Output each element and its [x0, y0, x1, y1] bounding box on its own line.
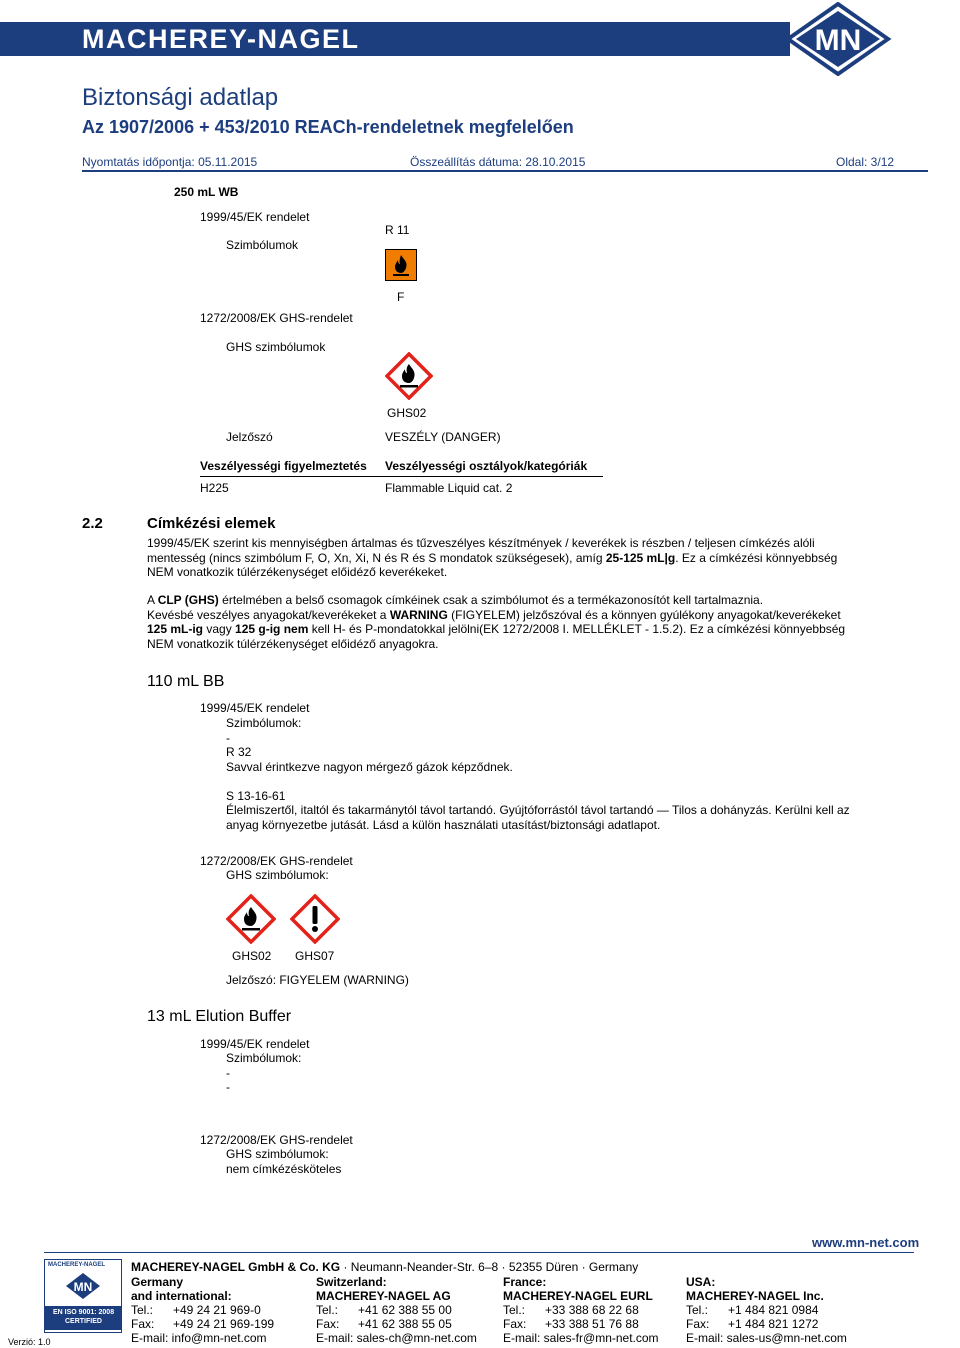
section-number: 2.2: [82, 515, 103, 532]
section-paragraph-1: 1999/45/EK szerint kis mennyiségben ártalmas és tűzveszélyes készítmények / keverékek is részben / teljesen címkézés alóli mentesség (nincs szimbólum F, O, Xn, Xi, N és R és S mondatok szükségesek), amíg 25-125 mL|g. Ez a címkézési könnyebbség NEM vonatkozik túlérzékenységet előidéző keverékeket.: [147, 536, 838, 579]
print-date: Nyomtatás időpontja: 05.11.2015: [82, 155, 258, 169]
footer-company-line: MACHEREY-NAGEL GmbH & Co. KG · Neumann-Neander-Str. 6–8 · 52355 Düren · Germany: [131, 1260, 639, 1274]
bb-r-text: Savval érintkezve nagyon mérgező gázok képződnek.: [226, 760, 513, 774]
bb-signal: Jelzőszó: FIGYELEM (WARNING): [226, 973, 409, 987]
wb-ghs-symbols-label: GHS szimbólumok: [226, 340, 326, 354]
section-title: Címkézési elemek: [147, 515, 276, 532]
footer-contact-switzerland: Switzerland: MACHEREY-NAGEL AG Tel.: +41 62 388 55 00 Fax: +41 62 388 55 05 E-mail: sales-ch@mn-net.com: [316, 1275, 477, 1345]
footer-contact-usa: USA: MACHEREY-NAGEL Inc. Tel.: +1 484 821 0984 Fax: +1 484 821 1272 E-mail: sales-us@mn-net.com: [686, 1275, 847, 1345]
eb-ghs-value: nem címkézésköteles: [226, 1162, 342, 1176]
wb-reg1999: 1999/45/EK rendelet: [200, 210, 310, 224]
bb-ghs-symbols-label: GHS szimbólumok:: [226, 868, 329, 882]
wb-signal-label: Jelzőszó: [226, 430, 273, 444]
page-subtitle: Az 1907/2006 + 453/2010 REACh-rendeletnek megfelelően: [82, 117, 574, 137]
bb-reg1999: 1999/45/EK rendelet: [200, 701, 310, 715]
eb-heading: 13 mL Elution Buffer: [147, 1008, 292, 1025]
bb-s-text-2: anyag környezetbe jutását. Lásd a külön használati utasítást/biztonsági adatlapot.: [226, 818, 661, 832]
bb-heading: 110 mL BB: [147, 673, 225, 690]
wb-signal-value: VESZÉLY (DANGER): [385, 430, 501, 444]
wb-h-code: H225: [200, 481, 229, 495]
page-title: Biztonsági adatlap: [82, 84, 279, 111]
flame-hazard-icon: [385, 249, 417, 281]
ghs02-flame-icon: [226, 894, 276, 944]
eb-reg1272: 1272/2008/EK GHS-rendelet: [200, 1133, 353, 1147]
eb-symbols-label: Szimbólumok:: [226, 1051, 302, 1065]
eb-dash-1: -: [226, 1066, 230, 1080]
brand-name: MACHEREY-NAGEL: [82, 24, 360, 54]
ghs02-flame-icon: [385, 352, 433, 400]
wb-ghs-code: GHS02: [387, 406, 427, 420]
footer-contact-france: France: MACHEREY-NAGEL EURL Tel.: +33 388 68 22 68 Fax: +33 388 51 76 88 E-mail: sales-fr@mn-net.com: [503, 1275, 659, 1345]
eb-reg1999: 1999/45/EK rendelet: [200, 1037, 310, 1051]
bb-s-text-1: Élelmiszertől, italtól és takarmánytól távol tartandó. Gyújtóforrástól távol tartandó — Tilos a dohányzás. Kerülni kell az: [226, 803, 850, 817]
wb-col2-header: Veszélyességi osztályok/kategóriák: [385, 459, 588, 473]
wb-heading: 250 mL WB: [174, 185, 239, 199]
compile-date: Összeállítás dátuma: 28.10.2015: [410, 155, 586, 169]
wb-symbols-label: Szimbólumok: [226, 238, 299, 252]
wb-r-phrase: R 11: [385, 223, 410, 237]
wb-h-class: Flammable Liquid cat. 2: [385, 481, 513, 495]
bb-ghs-code-1: GHS02: [232, 949, 272, 963]
section-paragraph-2: A CLP (GHS) értelmében a belső csomagok címkéinek csak a szimbólumot és a termékazonosítót kell tartalmaznia. Kevésbé veszélyes anyagokat/keverékeket a WARNING (FIGYELEM) jelzőszóval és a könnyen gyúlékony anyagokat/keverékeket 125 mL-ig vagy 125 g-ig nem kell H- és P-mondatokkal jelölni(EK 1272/2008 I. MELLÉKLET - 1.5.2). Ez a címkézési könnyebbség NEM vonatkozik túlérzékenységet előidéző anyagokra.: [147, 593, 846, 651]
wb-symbol-letter: F: [397, 290, 405, 304]
website-link[interactable]: www.mn-net.com: [812, 1235, 920, 1250]
svg-text:MN: MN: [814, 24, 862, 57]
bb-symbols-value: -: [226, 731, 230, 745]
footer-contact-germany: Germany and international: Tel.: +49 24 21 969-0 Fax: +49 24 21 969-199 E-mail: info@mn-net.com: [131, 1275, 275, 1345]
bb-ghs-code-2: GHS07: [295, 949, 335, 963]
wb-table-rule: [200, 476, 603, 477]
iso-certificate-badge: MACHEREY-NAGEL MN EN ISO 9001: 2008 CERTIFIED: [44, 1259, 122, 1333]
eb-ghs-symbols-label: GHS szimbólumok:: [226, 1147, 329, 1161]
header-divider: [82, 170, 928, 172]
ghs07-exclamation-icon: [290, 894, 340, 944]
bb-s-phrase: S 13-16-61: [226, 789, 286, 803]
eb-dash-2: -: [226, 1080, 230, 1094]
version-label: Verzió: 1.0: [8, 1337, 51, 1347]
wb-col1-header: Veszélyességi figyelmeztetés: [200, 459, 367, 473]
bb-r-phrase: R 32: [226, 745, 252, 759]
bb-symbols-label: Szimbólumok:: [226, 716, 302, 730]
footer-divider: [44, 1252, 914, 1253]
svg-text:MN: MN: [73, 1280, 93, 1294]
mn-logo: [784, 2, 892, 76]
mn-badge-logo-icon: [65, 1272, 101, 1300]
wb-reg1272: 1272/2008/EK GHS-rendelet: [200, 311, 353, 325]
page-number: Oldal: 3/12: [836, 155, 895, 169]
bb-reg1272: 1272/2008/EK GHS-rendelet: [200, 854, 353, 868]
